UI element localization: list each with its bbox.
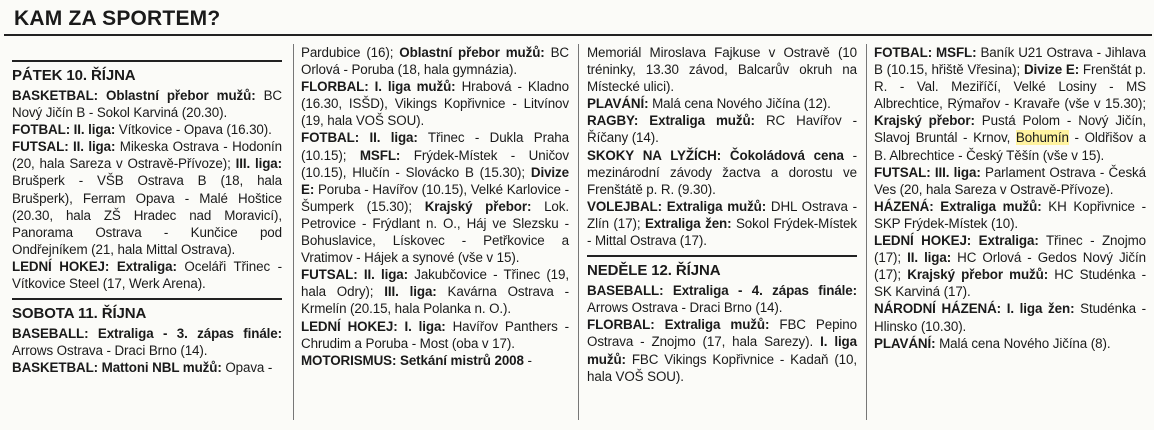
column-divider (866, 44, 867, 420)
listing-entry: RAGBY: Extraliga mužů: RC Havířov - Říčany (14). (587, 113, 857, 146)
column-3 (587, 44, 857, 426)
listing-entry: NÁRODNÍ HÁZENÁ: I. liga žen: Studénka - Hlinsko (10.30). (874, 301, 1146, 334)
listing-entry: FOTBAL: II. liga: Třinec - Dukla Praha (10.15); MSFL: Frýdek-Místek - Uničov (10.15), Hlučín - Slovácko B (15.30); Divize E: Poruba - Havířov (10.15), Velké Karlovice - Šumperk (15.30); Krajský přebor: Lok. Petrovice - Frýdlant n. O., Háj ve Slezsku - Bohuslavice, Lískovec - Petřkovice a Vratimov - Hájek a synové (vše v 15). (301, 130, 569, 266)
listing-entry: LEDNÍ HOKEJ: I. liga: Havířov Panthers - Chrudim a Poruba - Most (oba v 17). (301, 318, 569, 351)
listing-entry: VOLEJBAL: Extraliga mužů: DHL Ostrava - Zlín (17); Extraliga žen: Sokol Frýdek-Místek - Mittal Ostrava (17). (587, 198, 857, 249)
day-heading: NEDĚLE 12. ŘÍJNA (587, 255, 857, 280)
listing-entry: FUTSAL: II. liga: Jakubčovice - Třinec (19, hala Odry); III. liga: Kavárna Ostrava - Krmelín (20.15, hala Polanka n. O.). (301, 267, 570, 317)
listing-entry: BASKETBAL: Mattoni NBL mužů: Opava - (12, 360, 273, 376)
listing-entry: FLORBAL: Extraliga mužů: FBC Pepino Ostrava - Znojmo (17, hala Sarezy). I. liga mužů: FBC Vikings Kopřivnice - Kadaň (10, hala VOŠ SOU). (587, 317, 857, 384)
listing-entry: SKOKY NA LYŽÍCH: Čokoládová cena - mezinárodní závody žactva a dorostu ve Frenštátě p. R. (9.30). (587, 147, 857, 197)
day-heading: SOBOTA 11. ŘÍJNA (12, 298, 282, 323)
listing-entry: Memoriál Miroslava Fajkuse v Ostravě (10 tréninky, 13.30 závod, Balcarův okruh na Místecké ulici). (587, 45, 857, 95)
listing-entry: MOTORISMUS: Setkání mistrů 2008 - (301, 352, 532, 368)
listing-entry: FOTBAL: MSFL: Baník U21 Ostrava - Jihlava B (10.15, hřiště Vřesina); Divize E: Frenštát p. R. - Val. Meziříčí, Velké Losiny - MS Albrechtice, Rýmařov - Kravaře (vše v 15.30); Krajský přebor: Pustá Polom - Nový Jičín, Slavoj Bruntál - Krnov, Bohumín - Oldřišov a B. Albrechtice - Český Těšín (vše v 15). (874, 45, 1146, 163)
listing-entry: BASEBALL: Extraliga - 3. zápas finále: Arrows Ostrava - Draci Brno (14). (12, 326, 282, 359)
listing-entry: BASKETBAL: Oblastní přebor mužů: BC Nový Jičín B - Sokol Karviná (20.30). (12, 88, 282, 121)
listing-entry: LEDNÍ HOKEJ: Extraliga: Třinec - Znojmo (17); II. liga: HC Orlová - Gedos Nový Jičín (17); Krajský přebor mužů: HC Studénka - SK Karviná (17). (874, 233, 1146, 300)
listing-entry: PLAVÁNÍ: Malá cena Nového Jičína (8). (874, 335, 1111, 351)
column-2 (301, 44, 569, 426)
day-heading: PÁTEK 10. ŘÍJNA (12, 60, 282, 85)
listing-entry: FLORBAL: I. liga mužů: Hrabová - Kladno (16.30, ISŠD), Vikings Kopřivnice - Litvínov (19, hala VOŠ SOU). (301, 79, 569, 129)
page-title: KAM ZA SPORTEM? (4, 2, 1152, 36)
listing-entry: Pardubice (16); Oblastní přebor mužů: BC Orlová - Poruba (18, hala gymnázia). (301, 45, 570, 78)
listing-entry: FUTSAL: II. liga: Mikeska Ostrava - Hodonín (20, hala Sareza v Ostravě-Přívoze); III. liga: Brušperk - VŠB Ostrava B (18, hala Brušperk), Ferram Opava - Malé Hoštice (20.30, hala ZŠ Hradec nad Moravicí), Panorama Ostrava - Kunčice pod Ondřejníkem (21, hala Mittal Ostrava). (12, 139, 283, 257)
column-divider (578, 44, 579, 420)
listing-entry: BASEBALL: Extraliga - 4. zápas finále: Arrows Ostrava - Draci Brno (14). (587, 283, 857, 316)
column-4 (874, 44, 1146, 426)
listing-entry: FUTSAL: III. liga: Parlament Ostrava - Česká Ves (20, hala Sareza v Ostravě-Přívoze). (874, 164, 1147, 197)
listing-entry: LEDNÍ HOKEJ: Extraliga: Oceláři Třinec - Vítkovice Steel (17, Werk Arena). (12, 258, 282, 292)
column-divider (293, 44, 294, 420)
listing-entry: HÁZENÁ: Extraliga mužů: KH Kopřivnice - SKP Frýdek-Místek (10). (874, 198, 1146, 231)
column-1 (12, 44, 282, 426)
listing-entry: FOTBAL: II. liga: Vítkovice - Opava (16.30). (12, 122, 272, 138)
highlighted-text: Bohumín (1015, 130, 1069, 146)
listing-entry: PLAVÁNÍ: Malá cena Nového Jičína (12). (587, 96, 831, 112)
